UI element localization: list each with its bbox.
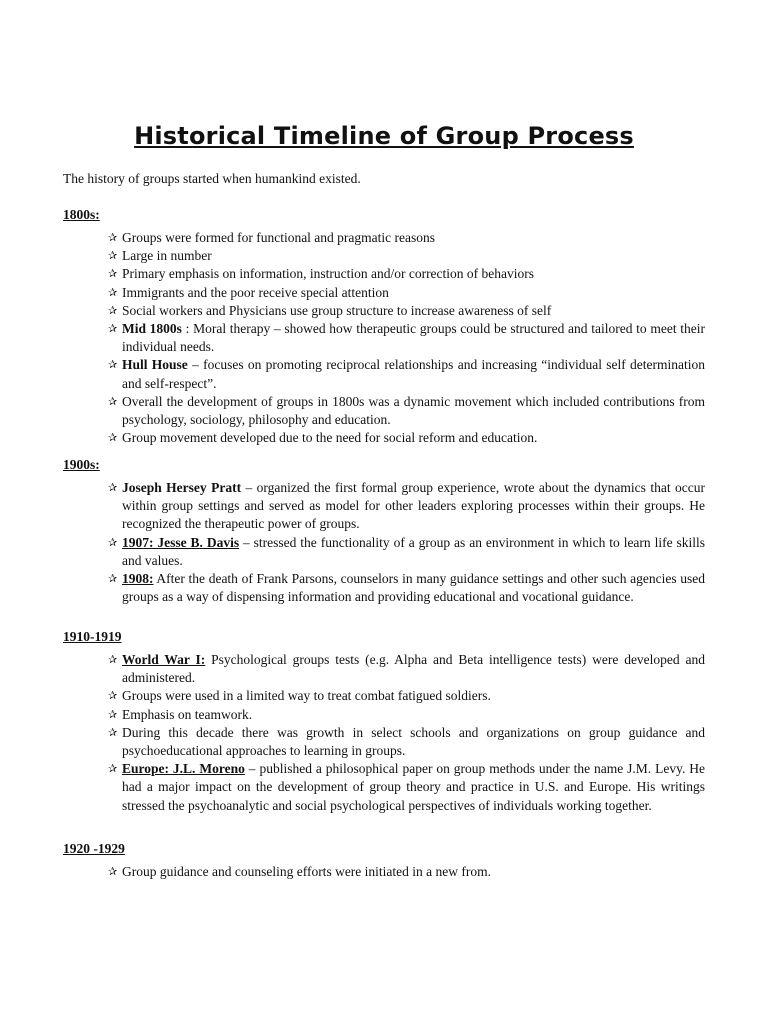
section-heading: 1800s: <box>63 207 100 222</box>
item-text: Social workers and Physicians use group structure to increase awareness of self <box>122 302 552 318</box>
star-bullet-icon: ✰ <box>108 395 118 408</box>
item-text: Immigrants and the poor receive special attention <box>122 284 389 300</box>
section-heading: 1920 -1929 <box>63 841 125 856</box>
star-bullet-icon: ✰ <box>108 286 118 299</box>
item-lead: Joseph Hersey Pratt <box>122 480 242 495</box>
star-bullet-icon: ✰ <box>108 708 118 721</box>
intro-paragraph: The history of groups started when humankind existed. <box>63 171 361 186</box>
bullet-list <box>63 651 705 815</box>
star-bullet-icon: ✰ <box>108 359 118 372</box>
item-text: Groups were used in a limited way to treat combat fatigued soldiers. <box>122 688 491 704</box>
item-text: Group guidance and counseling efforts were initiated in a new from. <box>122 864 492 879</box>
star-bullet-icon: ✰ <box>108 726 118 739</box>
star-bullet-icon: ✰ <box>108 654 118 666</box>
list-item <box>108 651 705 687</box>
item-text: Large in number <box>122 248 212 264</box>
item-lead: Europe: J.L. Moreno <box>122 761 245 777</box>
item-lead: 1907: Jesse B. Davis <box>122 534 240 550</box>
item-text: Overall the development of groups in 1800s was a dynamic movement which included contributions from psychology, sociology, philosophy and education. <box>122 393 705 428</box>
section-heading: 1900s: <box>63 457 100 472</box>
item-lead: 1908: <box>122 571 154 587</box>
list-item <box>108 687 705 705</box>
list-item <box>108 724 705 760</box>
bullet-list <box>63 479 705 606</box>
star-bullet-icon: ✰ <box>108 690 118 703</box>
list-item <box>108 393 705 429</box>
list-item <box>108 429 705 447</box>
item-text: During this decade there was growth in select schools and organizations on group guidance and psychoeducational approaches to learning in groups. <box>122 724 705 759</box>
item-lead: Mid 1800s <box>122 321 182 337</box>
list-item <box>108 706 705 724</box>
list-item <box>108 302 705 320</box>
item-text: Psychological groups tests (e.g. Alpha and Beta intelligence tests) were developed and administered. <box>122 652 706 686</box>
item-text: Group movement developed due to the need for social reform and education. <box>122 430 538 446</box>
item-text: Primary emphasis on information, instruction and/or correction of behaviors <box>122 266 535 282</box>
item-text: Emphasis on teamwork. <box>122 706 253 722</box>
list-item <box>108 570 705 606</box>
list-item <box>108 863 705 881</box>
item-text: After the death of Frank Parsons, counselors in many guidance settings and other such agencies used groups as a way of dispensing information and providing educational and vocational guidance. <box>122 571 705 605</box>
list-item <box>108 479 705 534</box>
star-bullet-icon: ✰ <box>108 482 118 494</box>
list-item <box>108 265 705 283</box>
list-item <box>108 760 705 815</box>
section-1900s <box>63 456 705 606</box>
section-1800s <box>63 206 705 447</box>
list-item <box>108 284 705 302</box>
star-bullet-icon: ✰ <box>108 536 118 549</box>
item-text: – focuses on promoting reciprocal relationships and increasing “individual self determination and self-respect”. <box>122 357 705 391</box>
star-bullet-icon: ✰ <box>108 866 118 878</box>
list-item <box>108 247 705 265</box>
section-1910-1919 <box>63 628 705 815</box>
star-bullet-icon: ✰ <box>108 323 118 336</box>
list-item <box>108 534 705 570</box>
item-text: Groups were formed for functional and pragmatic reasons <box>122 230 436 245</box>
list-item <box>108 229 705 247</box>
star-bullet-icon: ✰ <box>108 573 118 586</box>
item-text: – organized the first formal group experience, wrote about the dynamics that occur within group settings and served as model for other leaders exploring processes within their groups. He recognized the therapeutic power of groups. <box>122 480 705 532</box>
item-lead: Hull House <box>122 357 188 373</box>
section-heading: 1910-1919 <box>63 629 122 644</box>
item-text: – stressed the functionality of a group as an environment in which to learn life skills and values. <box>122 534 705 568</box>
star-bullet-icon: ✰ <box>108 432 118 445</box>
list-item <box>108 356 705 392</box>
item-text: : Moral therapy – showed how therapeutic groups could be structured and tailored to meet their individual needs. <box>122 321 705 355</box>
section-1920-1929 <box>63 840 705 881</box>
item-text: – published a philosophical paper on group methods under the name J.M. Levy. He had a major impact on the development of group theory and practice in U.S. and Europe. His writings stressed the psychoanalytic and social psychological perspectives of individuals working together. <box>122 761 705 813</box>
star-bullet-icon: ✰ <box>108 268 118 281</box>
star-bullet-icon: ✰ <box>108 232 118 244</box>
bullet-list <box>63 229 705 447</box>
star-bullet-icon: ✰ <box>108 763 118 776</box>
star-bullet-icon: ✰ <box>108 250 118 263</box>
page-title: Historical Timeline of Group Process <box>134 122 634 150</box>
bullet-list <box>63 863 705 881</box>
list-item <box>108 320 705 356</box>
item-lead: World War I: <box>122 652 206 667</box>
star-bullet-icon: ✰ <box>108 304 118 317</box>
